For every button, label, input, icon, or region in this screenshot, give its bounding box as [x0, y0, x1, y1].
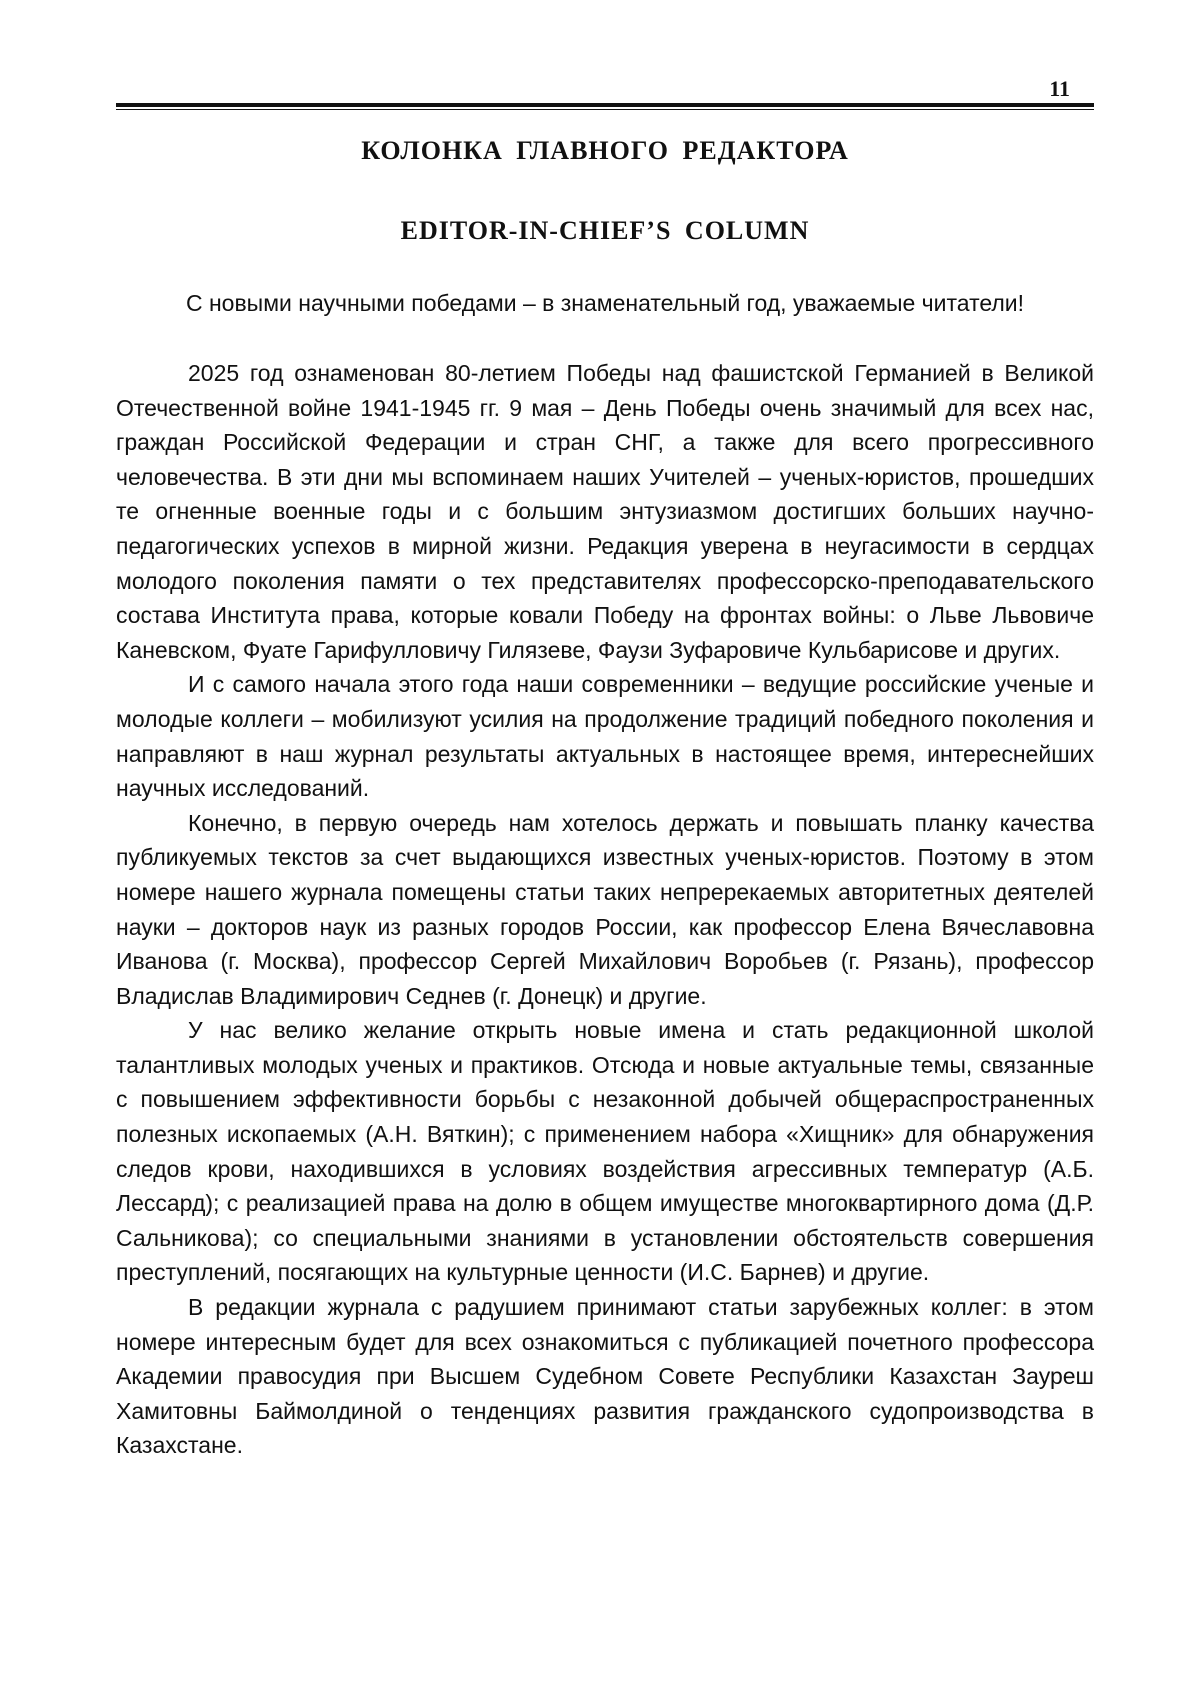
page-number: 11	[1049, 76, 1070, 101]
paragraph-new-names: У нас велико желание открыть новые имена и стать редакционной школой талантливых молодых ученых и практиков. Отсюда и новые актуальные темы, связанные с повышением эффективности борьбы с незаконной добычей общераспространенных полезных ископаемых (А.Н. Вяткин); с применением набора «Хищник» для обнаружения следов крови, находившихся в условиях воздействия агрессивных температур (А.Б. Лессард); с реализацией права на долю в общем имуществе многоквартирного дома (Д.Р. Сальникова); со специальными знаниями в установлении обстоятельств совершения преступлений, посягающих на культурные ценности (И.С. Барнев) и другие.	[116, 1017, 1094, 1286]
column-title-russian: КОЛОНКА ГЛАВНОГО РЕДАКТОРА	[361, 136, 849, 165]
header-double-rule	[116, 103, 1094, 110]
paragraph-foreign-colleagues: В редакции журнала с радушием принимают статьи зарубежных коллег: в этом номере интересным будет для всех ознакомиться с публикацией почетного профессора Академии правосудия при Высшем Судебном Совете Республики Казахстан Зауреш Хамитовны Баймолдиной о тенденциях развития гражданского судопроизводства в Казахстане.	[116, 1294, 1094, 1459]
article-body	[116, 356, 1094, 1463]
column-title-english: EDITOR-IN-CHIEF’S COLUMN	[400, 216, 810, 245]
greeting-line: С новыми научными победами – в знаменательный год, уважаемые читатели!	[185, 290, 1025, 316]
paragraph-contemporaries: И с самого начала этого года наши современники – ведущие российские ученые и молодые коллеги – мобилизуют усилия на продолжение традиций победного поколения и направляют в наш журнал результаты актуальных в настоящее время, интереснейших научных исследований.	[116, 671, 1094, 802]
paragraph-quality-bar: Конечно, в первую очередь нам хотелось держать и повышать планку качества публикуемых текстов за счет выдающихся известных ученых-юристов. Поэтому в этом номере нашего журнала помещены статьи таких непререкаемых авторитетных деятелей науки – докторов наук из разных городов России, как профессор Елена Вячеславовна Иванова (г. Москва), профессор Сергей Михайлович Воробьев (г. Рязань), профессор Владислав Владимирович Седнев (г. Донецк) и другие.	[116, 809, 1094, 1009]
page-header	[116, 70, 1094, 110]
paragraph-victory-anniversary: 2025 год ознаменован 80-летием Победы над фашистской Германией в Великой Отечественной войне 1941-1945 гг. 9 мая – День Победы очень значимый для всех нас, граждан Российской Федерации и стран СНГ, а также для всего прогрессивного человечества. В эти дни мы вспоминаем наших Учителей – ученых-юристов, прошедших те огненные военные годы и с большим энтузиазмом достигших больших научно-педагогических успехов в мирной жизни. Редакция уверена в неугасимости в сердцах молодого поколения памяти о тех представителях профессорско-преподавательского состава Института права, которые ковали Победу на фронтах войны: о Льве Львовиче Каневском, Фуате Гарифулловичу Гилязеве, Фаузи Зуфаровиче Кульбарисове и других.	[116, 360, 1094, 663]
